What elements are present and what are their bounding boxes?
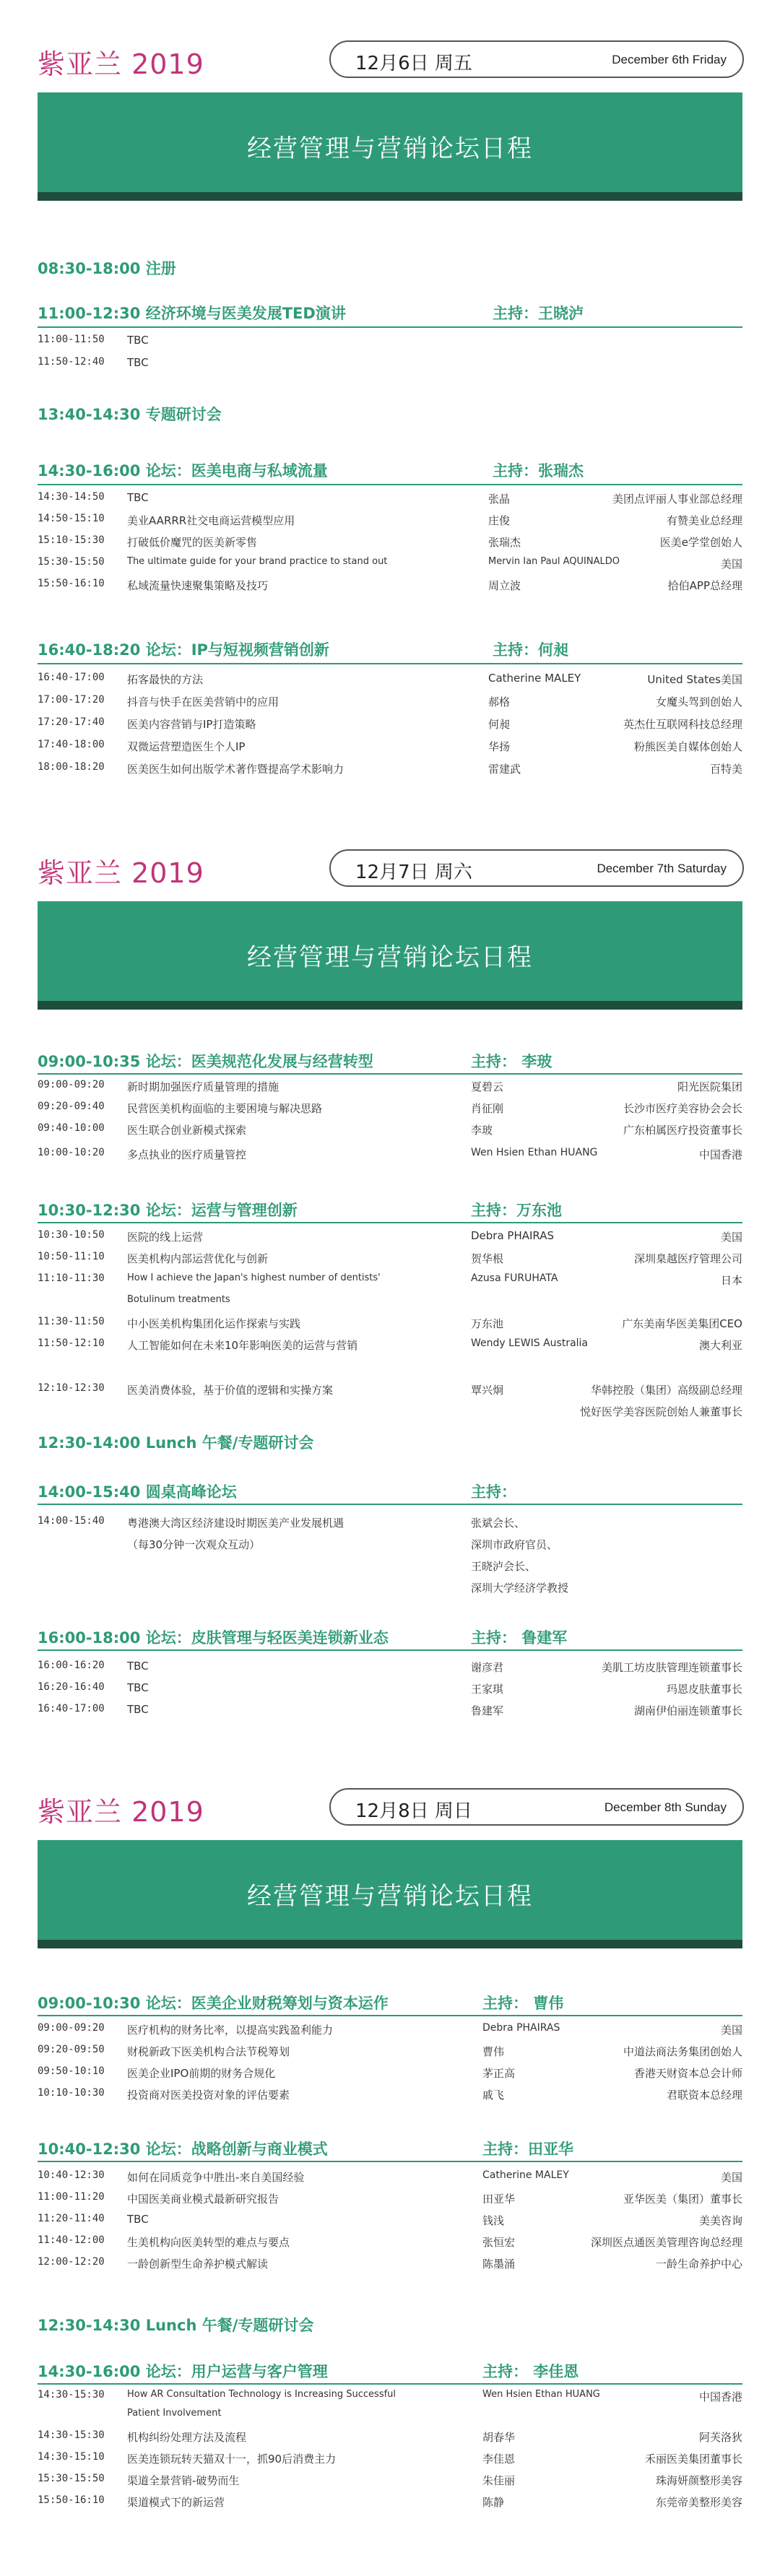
- schedule-row: [38, 2022, 742, 2038]
- speaker-name: 陈静: [482, 2496, 505, 2509]
- session-topic: （每30分钟一次观众互动）: [127, 1538, 261, 1551]
- speaker-org: 中国香港: [698, 1148, 742, 1161]
- session-time: 10:10-10:30: [38, 2087, 105, 2099]
- session-time: 11:20-11:40: [38, 2213, 105, 2224]
- section-divider: [38, 1649, 742, 1651]
- schedule-row: [38, 2065, 742, 2081]
- speaker-org: 长沙市医疗美容协会会长: [623, 1102, 742, 1115]
- schedule-row: [38, 1316, 742, 1332]
- speaker-name: Wen Hsien Ethan HUANG: [471, 1147, 598, 1158]
- speaker-org: 美国: [720, 2171, 742, 2184]
- speaker-org: 悦好医学美容医院创始人兼董事长: [579, 1405, 742, 1418]
- schedule-row: [38, 1294, 742, 1310]
- speaker-name: Catherine MALEY: [488, 672, 581, 685]
- schedule-row: [38, 2494, 742, 2510]
- session-topic: How AR Consultation Technology is Increasing Successful: [127, 2389, 396, 2400]
- schedule-banner: [38, 901, 742, 1010]
- schedule-row: [38, 1382, 742, 1398]
- speaker-name: 肖征刚: [471, 1102, 504, 1115]
- session-time: 10:00-10:20: [38, 1147, 105, 1158]
- schedule-row: [38, 2473, 742, 2489]
- speaker-org: 东莞帝美整形美容: [655, 2496, 742, 2509]
- session-time: 09:00-09:20: [38, 1079, 105, 1090]
- schedule-row: [38, 1272, 742, 1288]
- speaker-org: 湖南伊伯丽连锁董事长: [633, 1704, 742, 1717]
- section-title: 12:30-14:00 Lunch 午餐/专题研讨会: [38, 1434, 314, 1452]
- section-divider: [38, 2161, 742, 2162]
- speaker-org: 美国: [720, 558, 742, 571]
- session-topic: 机构纠纷处理方法及流程: [127, 2431, 247, 2444]
- section-title: 13:40-14:30 专题研讨会: [38, 406, 222, 423]
- session-topic: 财税新政下医美机构合法节税筹划: [127, 2045, 290, 2058]
- speaker-name: 贺华根: [471, 1252, 504, 1265]
- session-time: 11:00-11:50: [38, 334, 105, 345]
- section-divider: [38, 2383, 742, 2385]
- section-host: 主持：万东池: [471, 1202, 562, 1219]
- session-topic: TBC: [127, 491, 149, 504]
- schedule-row: [38, 2451, 742, 2467]
- session-topic: 渠道模式下的新运营: [127, 2496, 225, 2509]
- session-time: 09:40-10:00: [38, 1122, 105, 1134]
- session-time: 17:20-17:40: [38, 716, 105, 728]
- speaker-org: 华韩控股（集团）高级副总经理: [590, 1384, 742, 1397]
- schedule-row: [38, 1101, 742, 1116]
- section-host: 主持：何昶: [493, 641, 568, 659]
- section-host: 主持：: [471, 1483, 516, 1501]
- day-header: [0, 1748, 780, 1827]
- speaker-name: 曹伟: [482, 2045, 505, 2058]
- session-time: 14:30-14:50: [38, 491, 105, 503]
- schedule-row: [38, 556, 742, 572]
- session-time: 11:00-11:20: [38, 2191, 105, 2203]
- speaker-name: Debra PHAIRAS: [471, 1229, 555, 1242]
- session-topic: 中国医美商业模式最新研究报告: [127, 2193, 280, 2206]
- speaker-name: 张恒宏: [482, 2236, 516, 2249]
- schedule-row: [38, 2169, 742, 2185]
- brand-title: 紫亚兰 2019: [38, 1796, 204, 1828]
- session-time: 15:30-15:50: [38, 2473, 105, 2484]
- section-host: 主持：张瑞杰: [493, 462, 584, 480]
- speaker-org: 深圳臬越医疗管理公司: [633, 1252, 742, 1265]
- session-time: 11:30-11:50: [38, 1316, 105, 1327]
- speaker-org: 澳大利亚: [698, 1339, 742, 1352]
- speaker-name: Catherine MALEY: [482, 2169, 569, 2181]
- schedule-row: [38, 1703, 742, 1719]
- session-topic: 打破低价魔咒的医美新零售: [127, 536, 258, 549]
- schedule-row: [38, 2213, 742, 2229]
- speaker-name: 茅正高: [482, 2067, 516, 2080]
- session-topic: 人工智能如何在未来10年影响医美的运营与营销: [127, 1339, 358, 1352]
- speaker-org: 珠海妍颜整形美容: [655, 2474, 742, 2487]
- speaker-org: 禾丽医美集团董事长: [644, 2453, 742, 2466]
- speaker-org: 美美咨询: [698, 2214, 742, 2227]
- session-topic: 生美机构向医美转型的难点与要点: [127, 2236, 290, 2249]
- date-en: December 8th Sunday: [604, 1800, 727, 1814]
- session-time: 14:30-15:30: [38, 2429, 105, 2441]
- session-topic: 美业AARRR社交电商运营模型应用: [127, 514, 295, 527]
- speaker-org: 百特美: [709, 763, 742, 776]
- speaker-name: 朱佳丽: [482, 2474, 516, 2487]
- speaker-name: 胡春华: [482, 2431, 516, 2444]
- schedule-row: [38, 2408, 742, 2424]
- session-time: 11:40-12:00: [38, 2234, 105, 2246]
- schedule-row: [38, 1147, 742, 1163]
- speaker-name: 王家琪: [471, 1683, 504, 1696]
- speaker-name: 雷建武: [488, 763, 521, 776]
- session-topic: 医美连锁玩转天猫双十一，抓90后消费主力: [127, 2453, 337, 2466]
- schedule-row: [38, 672, 742, 688]
- speaker-org: 日本: [720, 1274, 742, 1287]
- session-topic: TBC: [127, 334, 149, 347]
- section-title: 14:00-15:40 圆桌高峰论坛: [38, 1483, 237, 1501]
- session-time: 16:40-17:00: [38, 1703, 105, 1714]
- speaker-name: 王晓泸会长、: [471, 1560, 537, 1573]
- session-time: 10:40-12:30: [38, 2169, 105, 2181]
- session-time: 11:50-12:40: [38, 356, 105, 368]
- section-divider: [38, 326, 742, 328]
- schedule-row: [38, 1681, 742, 1697]
- session-topic: 如何在同质竞争中胜出-来自美国经验: [127, 2171, 305, 2184]
- session-topic: 医疗机构的财务比率，以提高实践盈利能力: [127, 2024, 334, 2037]
- speaker-org: 女魔头驾到创始人: [655, 695, 742, 708]
- banner-title: 经营管理与营销论坛日程: [247, 134, 533, 163]
- schedule-row: [38, 1251, 742, 1267]
- schedule-row: [38, 534, 742, 550]
- schedule-banner: [38, 1840, 742, 1948]
- speaker-org: 美肌工坊皮肤管理连锁董事长: [601, 1661, 742, 1674]
- schedule-row: [38, 334, 742, 350]
- speaker-name: 万东池: [471, 1317, 504, 1330]
- speaker-org: 香港天财资本总会计师: [633, 2067, 742, 2080]
- speaker-name: 张瑞杰: [488, 536, 521, 549]
- date-pill: [329, 1788, 744, 1826]
- session-time: 12:10-12:30: [38, 1382, 105, 1394]
- speaker-org: 广东柏属医疗投资董事长: [623, 1124, 742, 1137]
- session-topic: TBC: [127, 356, 149, 369]
- session-topic: 双微运营塑造医生个人IP: [127, 740, 246, 753]
- speaker-org: 君联资本总经理: [666, 2089, 742, 2102]
- banner-title: 经营管理与营销论坛日程: [247, 943, 533, 972]
- session-topic: 私域流量快速聚集策略及技巧: [127, 579, 269, 592]
- speaker-org: 美国: [720, 2024, 742, 2037]
- session-topic: Patient Involvement: [127, 2408, 222, 2419]
- section-title: 09:00-10:35 论坛：医美规范化发展与经营转型: [38, 1053, 373, 1070]
- date-cn: 12月7日 周六: [355, 862, 472, 883]
- schedule-row: [38, 578, 742, 594]
- speaker-org: 美国: [720, 1231, 742, 1244]
- schedule-row: [38, 1558, 742, 1574]
- speaker-name: 深圳大学经济学教授: [471, 1582, 569, 1595]
- speaker-name: Wen Hsien Ethan HUANG: [482, 2389, 600, 2400]
- speaker-name: 郝格: [488, 695, 511, 708]
- schedule-row: [38, 1079, 742, 1095]
- session-topic: 渠道全景营销-破势而生: [127, 2474, 240, 2487]
- section-divider: [38, 1222, 742, 1223]
- session-topic: TBC: [127, 1703, 149, 1716]
- section-host: 主持：王晓泸: [493, 305, 584, 322]
- schedule-row: [38, 1660, 742, 1675]
- brand-title: 紫亚兰 2019: [38, 857, 204, 889]
- section-title: 09:00-10:30 论坛：医美企业财税筹划与资本运作: [38, 1995, 389, 2012]
- schedule-row: [38, 2234, 742, 2250]
- section-host: 主持： 曹伟: [482, 1995, 564, 2012]
- session-topic: 医院的线上运营: [127, 1231, 204, 1244]
- session-topic: 医美内容营销与IP打造策略: [127, 718, 256, 731]
- speaker-org: 美团点评丽人事业部总经理: [612, 493, 742, 506]
- speaker-name: Debra PHAIRAS: [482, 2022, 560, 2034]
- section-title: 14:30-16:00 论坛：医美电商与私域流量: [38, 462, 328, 480]
- day-header: [0, 0, 780, 79]
- section-title: 10:30-12:30 论坛：运营与管理创新: [38, 1202, 298, 1219]
- date-en: December 7th Saturday: [597, 862, 727, 875]
- schedule-row: [38, 2044, 742, 2060]
- session-topic: 粤港澳大湾区经济建设时期医美产业发展机遇: [127, 1517, 344, 1530]
- schedule-row: [38, 694, 742, 710]
- session-topic: The ultimate guide for your brand practice to stand out: [127, 556, 388, 567]
- section-divider: [38, 2015, 742, 2016]
- session-time: 10:50-11:10: [38, 1251, 105, 1262]
- speaker-name: 何昶: [488, 718, 511, 731]
- session-time: 15:50-16:10: [38, 2494, 105, 2506]
- session-topic: 抖音与快手在医美营销中的应用: [127, 695, 280, 708]
- speaker-org: 一龄生命养护中心: [655, 2258, 742, 2271]
- section-divider: [38, 1073, 742, 1075]
- speaker-org: 有赞美业总经理: [666, 514, 742, 527]
- speaker-name: 庄俊: [488, 514, 511, 527]
- speaker-org: 亚华医美（集团）董事长: [623, 2193, 742, 2206]
- day-3: [0, 1748, 780, 2509]
- date-en: December 6th Friday: [612, 53, 727, 66]
- section-host: 主持： 鲁建军: [471, 1629, 568, 1647]
- speaker-name: 田亚华: [482, 2193, 516, 2206]
- session-topic: Botulinum treatments: [127, 1294, 230, 1305]
- speaker-name: 陈墨涌: [482, 2258, 516, 2271]
- session-topic: 医美机构内部运营优化与创新: [127, 1252, 269, 1265]
- speaker-org: 广东美南华医美集团CEO: [622, 1317, 742, 1330]
- session-time: 14:00-15:40: [38, 1515, 105, 1527]
- speaker-name: 周立波: [488, 579, 521, 592]
- schedule-row: [38, 1229, 742, 1245]
- section-title: 16:40-18:20 论坛：IP与短视频营销创新: [38, 641, 329, 659]
- speaker-org: 粉熊医美自媒体创始人: [633, 740, 742, 753]
- schedule-row: [38, 491, 742, 507]
- session-time: 14:30-15:10: [38, 2451, 105, 2463]
- day-header: [0, 809, 780, 888]
- speaker-name: 张晶: [488, 493, 511, 506]
- section-divider: [38, 484, 742, 485]
- section-host: 主持：田亚华: [482, 2141, 573, 2158]
- session-topic: 医美医生如何出版学术著作暨提高学术影响力: [127, 763, 344, 776]
- speaker-name: 鲁建军: [471, 1704, 504, 1717]
- section-title: 11:00-12:30 经济环境与医美发展TED演讲: [38, 305, 346, 322]
- session-topic: 投资商对医美投资对象的评估要素: [127, 2089, 290, 2102]
- speaker-org: United States美国: [647, 673, 742, 686]
- session-time: 09:20-09:50: [38, 2044, 105, 2055]
- schedule-row: [38, 761, 742, 777]
- speaker-name: 戚飞: [482, 2089, 505, 2102]
- date-pill: [329, 40, 744, 78]
- day-2: [0, 809, 780, 1717]
- session-time: 10:30-10:50: [38, 1229, 105, 1241]
- session-topic: 民营医美机构面临的主要困境与解决思路: [127, 1102, 323, 1115]
- schedule-row: [38, 739, 742, 755]
- speaker-org: 深圳医点通医美管理咨询总经理: [590, 2236, 742, 2249]
- schedule-row: [38, 1404, 742, 1420]
- session-topic: 多点执业的医疗质量管控: [127, 1148, 247, 1161]
- date-cn: 12月8日 周日: [355, 1800, 472, 1822]
- session-time: 15:10-15:30: [38, 534, 105, 546]
- speaker-name: Mervin Ian Paul AQUINALDO: [488, 556, 620, 567]
- session-time: 16:40-17:00: [38, 672, 105, 683]
- session-topic: TBC: [127, 2213, 149, 2226]
- session-time: 09:20-09:40: [38, 1101, 105, 1112]
- section-title: 10:40-12:30 论坛：战略创新与商业模式: [38, 2141, 328, 2158]
- session-time: 17:40-18:00: [38, 739, 105, 750]
- speaker-org: 拾伯APP总经理: [667, 579, 742, 592]
- section-host: 主持： 李玻: [471, 1053, 552, 1070]
- section-title: 16:00-18:00 论坛：皮肤管理与轻医美连锁新业态: [38, 1629, 389, 1647]
- schedule-row: [38, 1515, 742, 1531]
- session-topic: How I achieve the Japan's highest number of dentists': [127, 1272, 381, 1283]
- session-topic: TBC: [127, 1681, 149, 1694]
- session-time: 15:30-15:50: [38, 556, 105, 568]
- schedule-row: [38, 1337, 742, 1353]
- schedule-row: [38, 716, 742, 732]
- speaker-name: 张斌会长、: [471, 1517, 526, 1530]
- schedule-row: [38, 2389, 742, 2405]
- section-title: 14:30-16:00 论坛：用户运营与客户管理: [38, 2363, 328, 2380]
- session-time: 14:30-15:30: [38, 2389, 105, 2401]
- session-topic: 中小医美机构集团化运作探索与实践: [127, 1317, 301, 1330]
- section-title: 12:30-14:30 Lunch 午餐/专题研讨会: [38, 2317, 314, 2334]
- session-time: 12:00-12:20: [38, 2256, 105, 2268]
- session-topic: 医美消费体验，基于价值的逻辑和实操方案: [127, 1384, 334, 1397]
- brand-title: 紫亚兰 2019: [38, 48, 204, 80]
- speaker-name: 钱浅: [482, 2214, 505, 2227]
- schedule-row: [38, 2429, 742, 2445]
- speaker-name: Azusa FURUHATA: [471, 1272, 558, 1284]
- speaker-org: 医美e学堂创始人: [659, 536, 742, 549]
- session-time: 09:50-10:10: [38, 2065, 105, 2077]
- section-host: 主持： 李佳恩: [482, 2363, 579, 2380]
- speaker-org: 玛恩皮肤董事长: [666, 1683, 742, 1696]
- session-time: 11:50-12:10: [38, 1337, 105, 1349]
- speaker-name: Wendy LEWIS Australia: [471, 1337, 589, 1349]
- session-topic: 一龄创新型生命养护模式解读: [127, 2258, 269, 2271]
- schedule-row: [38, 356, 742, 372]
- session-time: 16:20-16:40: [38, 1681, 105, 1693]
- schedule-row: [38, 2256, 742, 2272]
- schedule-row: [38, 1537, 742, 1553]
- section-divider: [38, 1504, 742, 1505]
- session-time: 16:00-16:20: [38, 1660, 105, 1671]
- day-1: [0, 0, 780, 776]
- session-topic: 新时期加强医疗质量管理的措施: [127, 1080, 280, 1093]
- section-divider: [38, 663, 742, 664]
- schedule-row: [38, 1580, 742, 1596]
- session-time: 14:50-15:10: [38, 513, 105, 524]
- session-topic: TBC: [127, 1660, 149, 1673]
- speaker-name: 李玻: [471, 1124, 493, 1137]
- speaker-name: 深圳市政府官员、: [471, 1538, 558, 1551]
- speaker-org: 中道法商法务集团创始人: [623, 2045, 742, 2058]
- schedule-row: [38, 2087, 742, 2103]
- session-time: 11:10-11:30: [38, 1272, 105, 1284]
- speaker-name: 夏碧云: [471, 1080, 504, 1093]
- schedule-row: [38, 2191, 742, 2207]
- speaker-name: 谢彦君: [471, 1661, 504, 1674]
- date-pill: [329, 849, 744, 887]
- schedule-row: [38, 513, 742, 529]
- session-time: 15:50-16:10: [38, 578, 105, 589]
- schedule-banner: [38, 92, 742, 201]
- session-topic: 医生联合创业新模式探索: [127, 1124, 247, 1137]
- session-time: 18:00-18:20: [38, 761, 105, 773]
- session-time: 17:00-17:20: [38, 694, 105, 706]
- speaker-org: 阳光医院集团: [677, 1080, 742, 1093]
- session-topic: 拓客最快的方法: [127, 673, 204, 686]
- section-title: 08:30-18:00 注册: [38, 260, 176, 277]
- session-topic: 医美企业IPO前期的财务合规化: [127, 2067, 276, 2080]
- speaker-name: 覃兴炯: [471, 1384, 504, 1397]
- schedule-row: [38, 1122, 742, 1138]
- speaker-name: 华扬: [488, 740, 511, 753]
- date-cn: 12月6日 周五: [355, 53, 472, 74]
- speaker-org: 中国香港: [698, 2390, 742, 2403]
- session-time: 09:00-09:20: [38, 2022, 105, 2034]
- banner-title: 经营管理与营销论坛日程: [247, 1882, 533, 1911]
- speaker-org: 英杰仕互联网科技总经理: [623, 718, 742, 731]
- speaker-org: 阿芙洛狄: [698, 2431, 742, 2444]
- speaker-name: 李佳恩: [482, 2453, 516, 2466]
